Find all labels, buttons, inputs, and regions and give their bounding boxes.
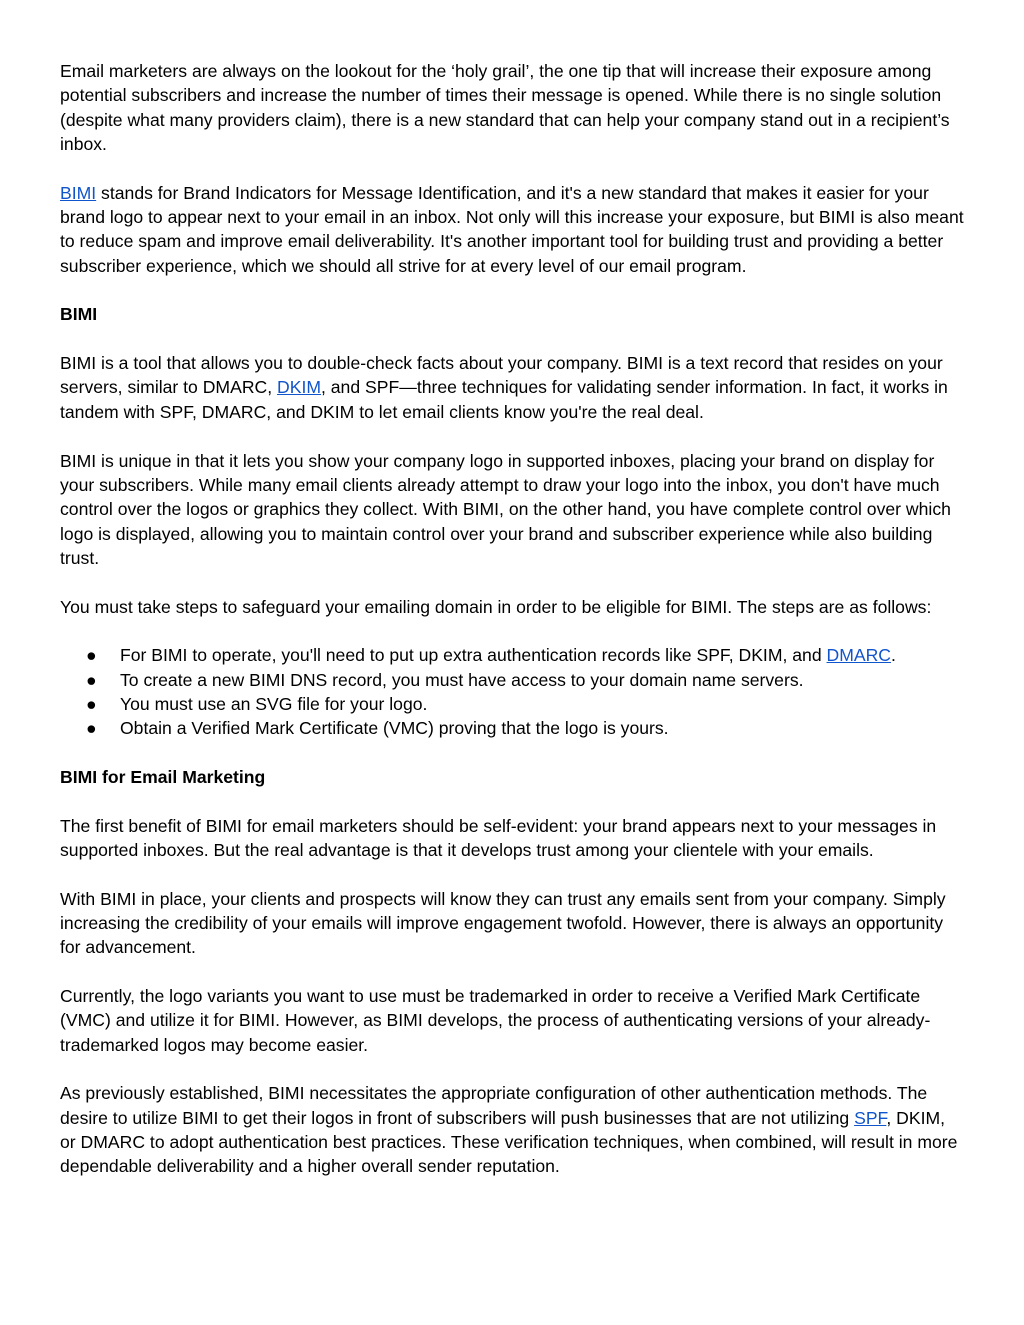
document-body [60,59,965,1203]
steps-intro-paragraph: You must take steps to safeguard your emailing domain in order to be eligible for BIMI. The steps are as follows: [60,596,932,617]
bimi-tool-text-after: , and SPF—three techniques for validating sender information. In fact, it works in tandem with SPF, DMARC, and DKIM to let email clients know you're the real deal. [60,377,948,422]
list-item [60,668,965,692]
step-1-text-before: For BIMI to operate, you'll need to put up extra authentication records like SPF, DKIM, and [120,645,827,666]
bimi-tool-text-before: BIMI is a tool that allows you to double-check facts about your company. BIMI is a text record that resides on your servers, similar to DMARC, [60,353,943,398]
dkim-link[interactable]: DKIM [277,377,321,398]
list-item [60,643,965,667]
spf-link[interactable]: SPF [854,1107,887,1128]
bimi-link[interactable]: BIMI [60,182,97,203]
steps-list [60,643,965,740]
heading-bimi-email-marketing: BIMI for Email Marketing [60,766,266,787]
bullet-icon: ● [86,693,97,714]
intro-paragraph: Email marketers are always on the lookout for the ‘holy grail’, the one tip that will increase their exposure among potential subscribers and increase the number of times their message is opened. While there is no single solution (despite what many providers claim), there is a new standard that can help your company stand out in a recipient’s inbox. [60,61,950,155]
first-benefit-paragraph: The first benefit of BIMI for email marketers should be self-evident: your brand appears next to your messages in supported inboxes. But the real advantage is that it develops trust among your clientele with your emails. [60,815,937,860]
step-1-text-after: . [891,645,896,666]
authentication-text-after: , DKIM, or DMARC to adopt authentication best practices. These verification techniques, when combined, will result in more dependable deliverability and a higher overall sender reputation. [60,1107,958,1177]
bimi-unique-paragraph: BIMI is unique in that it lets you show your company logo in supported inboxes, placing your brand on display for your subscribers. While many email clients already attempt to draw your logo into the inbox, you don't have much control over the logos or graphics they collect. With BIMI, on the other hand, you have complete control over which logo is displayed, allowing you to maintain control over your brand and subscriber experience while also building trust. [60,450,951,568]
trust-paragraph: With BIMI in place, your clients and prospects will know they can trust any emails sent from your company. Simply increasing the credibility of your emails will improve engagement twofold. However, there is always an opportunity for advancement. [60,888,946,958]
step-4-text: Obtain a Verified Mark Certificate (VMC) proving that the logo is yours. [120,718,669,739]
trademark-paragraph: Currently, the logo variants you want to use must be trademarked in order to receive a Verified Mark Certificate (VMC) and utilize it for BIMI. However, as BIMI develops, the process of authenticating versions of your already-trademarked logos may become easier. [60,986,931,1055]
bimi-definition-text: stands for Brand Indicators for Message Identification, and it's a new standard that makes it easier for your brand logo to appear next to your email in an inbox. Not only will this increase your exposure, but BIMI is also meant to reduce spam and improve email deliverability. It's another important tool for building trust and providing a better subscriber experience, which we should all strive for at every level of our email program. [60,182,964,276]
list-item [60,716,965,740]
authentication-text-before: As previously established, BIMI necessitates the appropriate configuration of other authentication methods. The desire to utilize BIMI to get their logos in front of subscribers will push businesses that are not utilizing [60,1083,928,1128]
list-item [60,692,965,716]
bullet-icon: ● [86,669,97,690]
step-2-text: To create a new BIMI DNS record, you must have access to your domain name servers. [120,669,804,690]
step-3-text: You must use an SVG file for your logo. [120,693,428,714]
bullet-icon: ● [86,645,97,666]
bimi-definition-paragraph [60,181,965,278]
authentication-paragraph [60,1081,965,1178]
bimi-tool-paragraph [60,351,965,424]
bullet-icon: ● [86,718,97,739]
heading-bimi: BIMI [60,304,98,325]
dmarc-link[interactable]: DMARC [826,645,892,666]
